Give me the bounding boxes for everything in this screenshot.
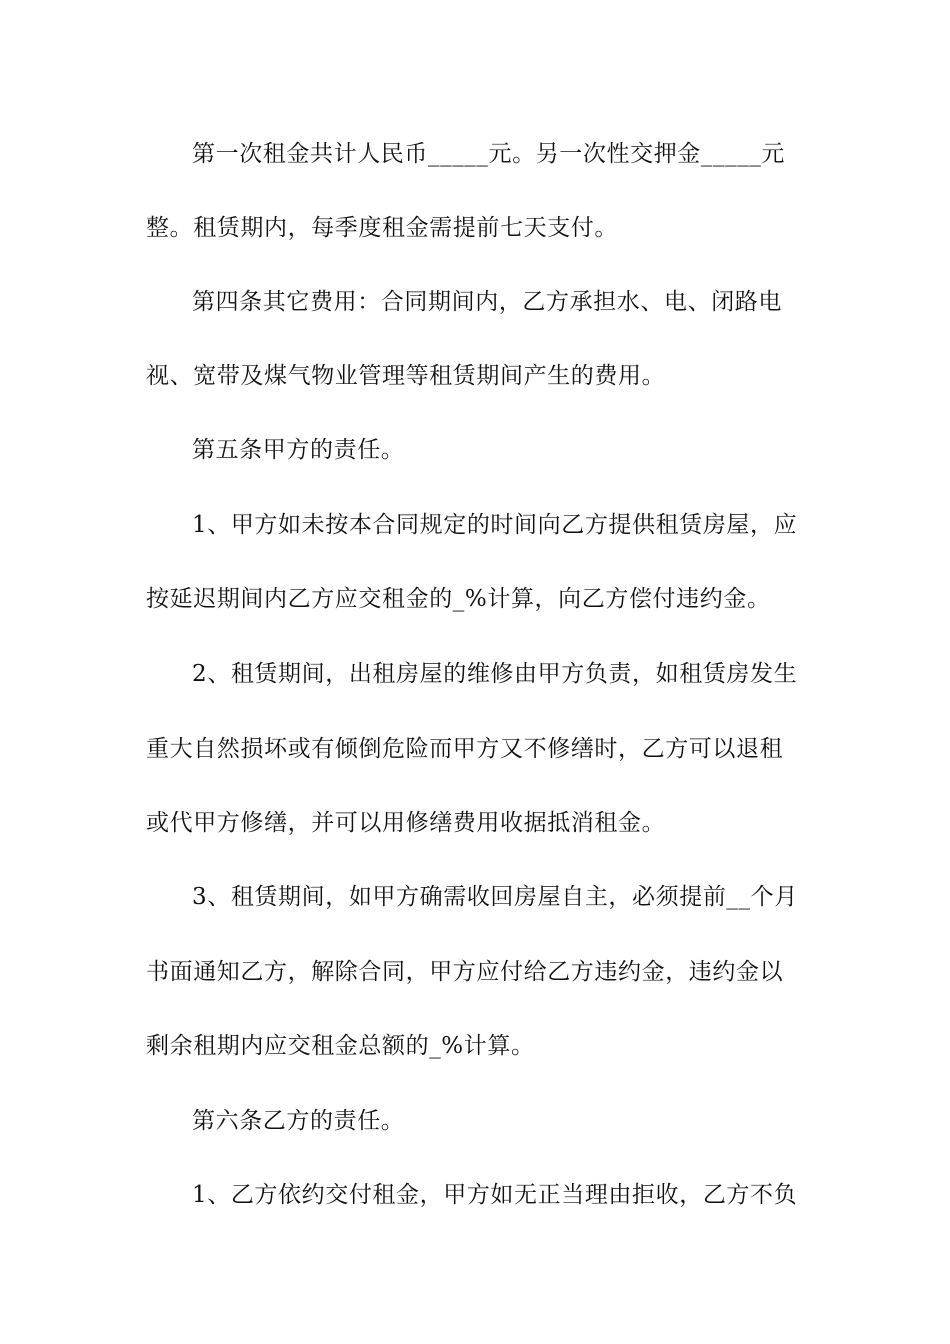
- text-line: 视、宽带及煤气物业管理等租赁期间产生的费用。: [146, 363, 666, 389]
- text-line: 第四条其它费用：合同期间内，乙方承担水、电、闭路电: [192, 289, 782, 315]
- section-heading: 第五条甲方的责任。: [192, 437, 405, 463]
- text-line: 2、租赁期间，出租房屋的维修由甲方负责，如租赁房发生: [192, 661, 798, 687]
- text-line: 1、乙方依约交付租金，甲方如无正当理由拒收，乙方不负: [192, 1182, 798, 1208]
- text-line: 重大自然损坏或有倾倒危险而甲方又不修缮时，乙方可以退租: [146, 736, 784, 762]
- text-line: 3、租赁期间，如甲方确需收回房屋自主，必须提前__个月: [192, 884, 798, 910]
- text-line: 1、甲方如未按本合同规定的时间向乙方提供租赁房屋，应: [192, 512, 798, 538]
- section-heading: 第六条乙方的责任。: [192, 1108, 405, 1134]
- text-line: 书面通知乙方，解除合同，甲方应付给乙方违约金，违约金以: [146, 959, 784, 985]
- text-line: 或代甲方修缮，并可以用修缮费用收据抵消租金。: [146, 810, 666, 836]
- text-line: 整。租赁期内，每季度租金需提前七天支付。: [146, 215, 618, 241]
- text-line: 第一次租金共计人民币_____元。另一次性交押金_____元: [192, 141, 785, 167]
- text-line: 剩余租期内应交租金总额的_%计算。: [146, 1033, 535, 1059]
- text-line: 按延迟期间内乙方应交租金的_%计算，向乙方偿付违约金。: [146, 586, 771, 612]
